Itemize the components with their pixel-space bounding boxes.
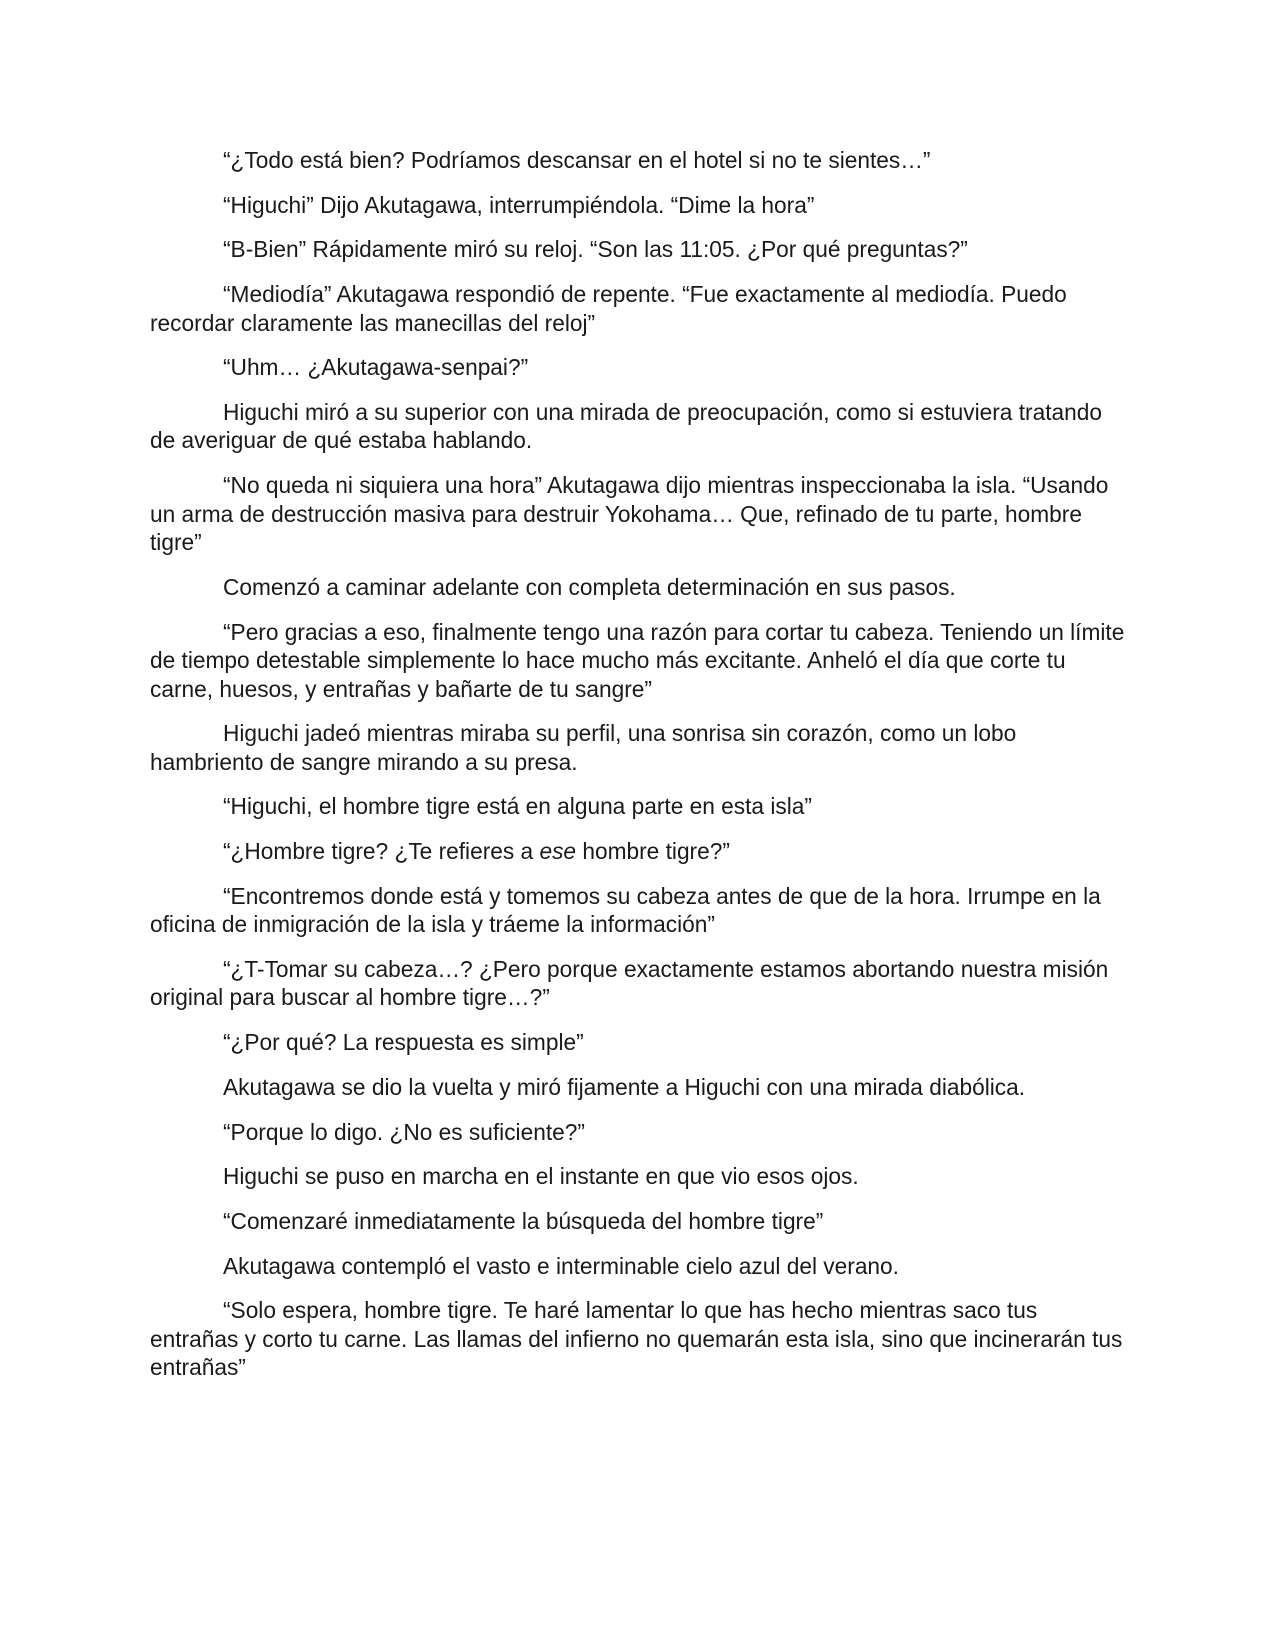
paragraph xyxy=(150,837,1130,866)
paragraph: “Encontremos donde está y tomemos su cabeza antes de que de la hora. Irrumpe en la oficina de inmigración de la isla y tráeme la información” xyxy=(150,882,1101,938)
paragraph: “Uhm… ¿Akutagawa-senpai?” xyxy=(223,354,529,381)
paragraph: Akutagawa se dio la vuelta y miró fijamente a Higuchi con una mirada diabólica. xyxy=(223,1073,1026,1100)
emphasis-word: ese xyxy=(539,838,577,865)
paragraph: “Porque lo digo. ¿No es suficiente?” xyxy=(223,1118,585,1145)
paragraph: “No queda ni siquiera una hora” Akutagawa dijo mientras inspeccionaba la isla. “Usando un arma de destrucción masiva para destruir Yokohama… Que, refinado de tu parte, hombre tigre” xyxy=(150,472,1109,556)
paragraph: Akutagawa contempló el vasto e interminable cielo azul del verano. xyxy=(223,1252,899,1279)
paragraph: Higuchi se puso en marcha en el instante en que vio esos ojos. xyxy=(223,1163,859,1190)
paragraph-segment: “¿Hombre tigre? ¿Te refieres a xyxy=(223,838,540,865)
paragraph: “Higuchi, el hombre tigre está en alguna parte en esta isla” xyxy=(223,793,812,820)
paragraph: “Solo espera, hombre tigre. Te haré lamentar lo que has hecho mientras saco tus entrañas y corto tu carne. Las llamas del infierno no quemarán esta isla, sino que incinerarán tus entrañas” xyxy=(150,1297,1123,1381)
paragraph: “Comenzaré inmediatamente la búsqueda del hombre tigre” xyxy=(223,1207,824,1234)
paragraph: “B-Bien” Rápidamente miró su reloj. “Son las 11:05. ¿Por qué preguntas?” xyxy=(223,236,968,263)
paragraph-segment: hombre tigre?” xyxy=(576,838,730,865)
paragraph: “¿Por qué? La respuesta es simple” xyxy=(223,1029,584,1056)
paragraph: “¿T-Tomar su cabeza…? ¿Pero porque exactamente estamos abortando nuestra misión original para buscar al hombre tigre…?” xyxy=(150,955,1109,1011)
body-text xyxy=(150,146,1130,1398)
paragraph: Comenzó a caminar adelante con completa determinación en sus pasos. xyxy=(223,573,956,600)
paragraph: “Higuchi” Dijo Akutagawa, interrumpiéndola. “Dime la hora” xyxy=(223,191,815,218)
paragraph: “Pero gracias a eso, finalmente tengo una razón para cortar tu cabeza. Teniendo un límite de tiempo detestable simplemente lo hace mucho más excitante. Anheló el día que corte tu carne, huesos, y entrañas y bañarte de tu sangre” xyxy=(150,618,1125,702)
paragraph: “¿Todo está bien? Podríamos descansar en el hotel si no te sientes…” xyxy=(223,147,931,173)
paragraph: Higuchi jadeó mientras miraba su perfil, una sonrisa sin corazón, como un lobo hambriento de sangre mirando a su presa. xyxy=(150,720,1017,775)
paragraph: “Mediodía” Akutagawa respondió de repente. “Fue exactamente al mediodía. Puedo recordar claramente las manecillas del reloj” xyxy=(150,281,1067,336)
paragraph: Higuchi miró a su superior con una mirada de preocupación, como si estuviera tratando de averiguar de qué estaba hablando. xyxy=(150,398,1102,454)
